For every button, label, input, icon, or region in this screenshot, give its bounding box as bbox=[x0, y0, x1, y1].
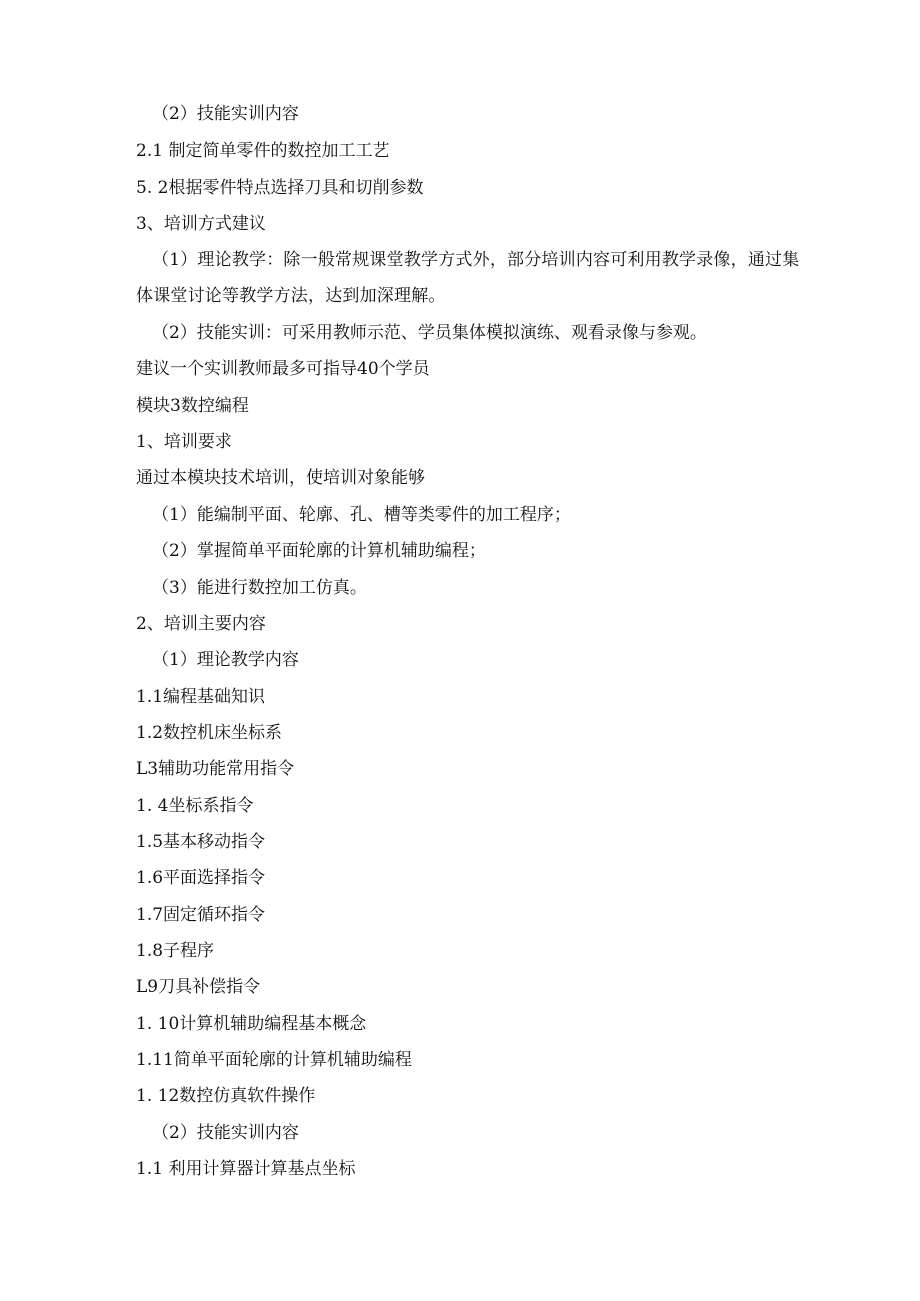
list-item: 1.7固定循环指令 bbox=[136, 905, 266, 925]
section-heading: 2、培训主要内容 bbox=[136, 614, 266, 634]
list-item: （2）掌握简单平面轮廓的计算机辅助编程； bbox=[152, 541, 486, 561]
paragraph: 建议一个实训教师最多可指导40个学员 bbox=[136, 359, 430, 379]
list-item: 1.1 利用计算器计算基点坐标 bbox=[136, 1159, 356, 1179]
list-item: 1. 10计算机辅助编程基本概念 bbox=[136, 1014, 367, 1034]
list-item: 2.1 制定简单零件的数控加工工艺 bbox=[136, 141, 390, 161]
list-item: 1. 12数控仿真软件操作 bbox=[136, 1086, 316, 1106]
list-item: L9刀具补偿指令 bbox=[136, 977, 261, 997]
list-item: 1.8子程序 bbox=[136, 941, 215, 961]
list-item: 1. 4坐标系指令 bbox=[136, 796, 254, 816]
section-heading: 3、培训方式建议 bbox=[136, 214, 266, 234]
list-item: L3辅助功能常用指令 bbox=[136, 759, 295, 779]
module-heading: 模块3数控编程 bbox=[136, 396, 249, 416]
paragraph: （2）技能实训：可采用教师示范、学员集体模拟演练、观看录像与参观。 bbox=[152, 323, 707, 343]
list-item: 1.11简单平面轮廓的计算机辅助编程 bbox=[136, 1050, 412, 1070]
list-item: （3）能进行数控加工仿真。 bbox=[152, 578, 367, 598]
paragraph: （1）理论教学：除一般常规课堂教学方式外，部分培训内容可利用教学录像，通过集体课堂讨论等教学方法，达到加深理解。 bbox=[136, 250, 800, 306]
paragraph: 通过本模块技术培训，使培训对象能够 bbox=[136, 468, 425, 488]
subsection-heading: （1）理论教学内容 bbox=[152, 650, 299, 670]
list-item: 1.5基本移动指令 bbox=[136, 832, 266, 852]
subsection-heading: （2）技能实训内容 bbox=[152, 1123, 299, 1143]
list-item: 1.1编程基础知识 bbox=[136, 687, 266, 707]
list-item: （1）能编制平面、轮廓、孔、槽等类零件的加工程序； bbox=[152, 505, 571, 525]
list-item: 1.6平面选择指令 bbox=[136, 868, 266, 888]
list-item: 5. 2根据零件特点选择刀具和切削参数 bbox=[136, 178, 424, 198]
subsection-heading: （2）技能实训内容 bbox=[152, 104, 299, 124]
section-heading: 1、培训要求 bbox=[136, 432, 232, 452]
list-item: 1.2数控机床坐标系 bbox=[136, 723, 283, 743]
